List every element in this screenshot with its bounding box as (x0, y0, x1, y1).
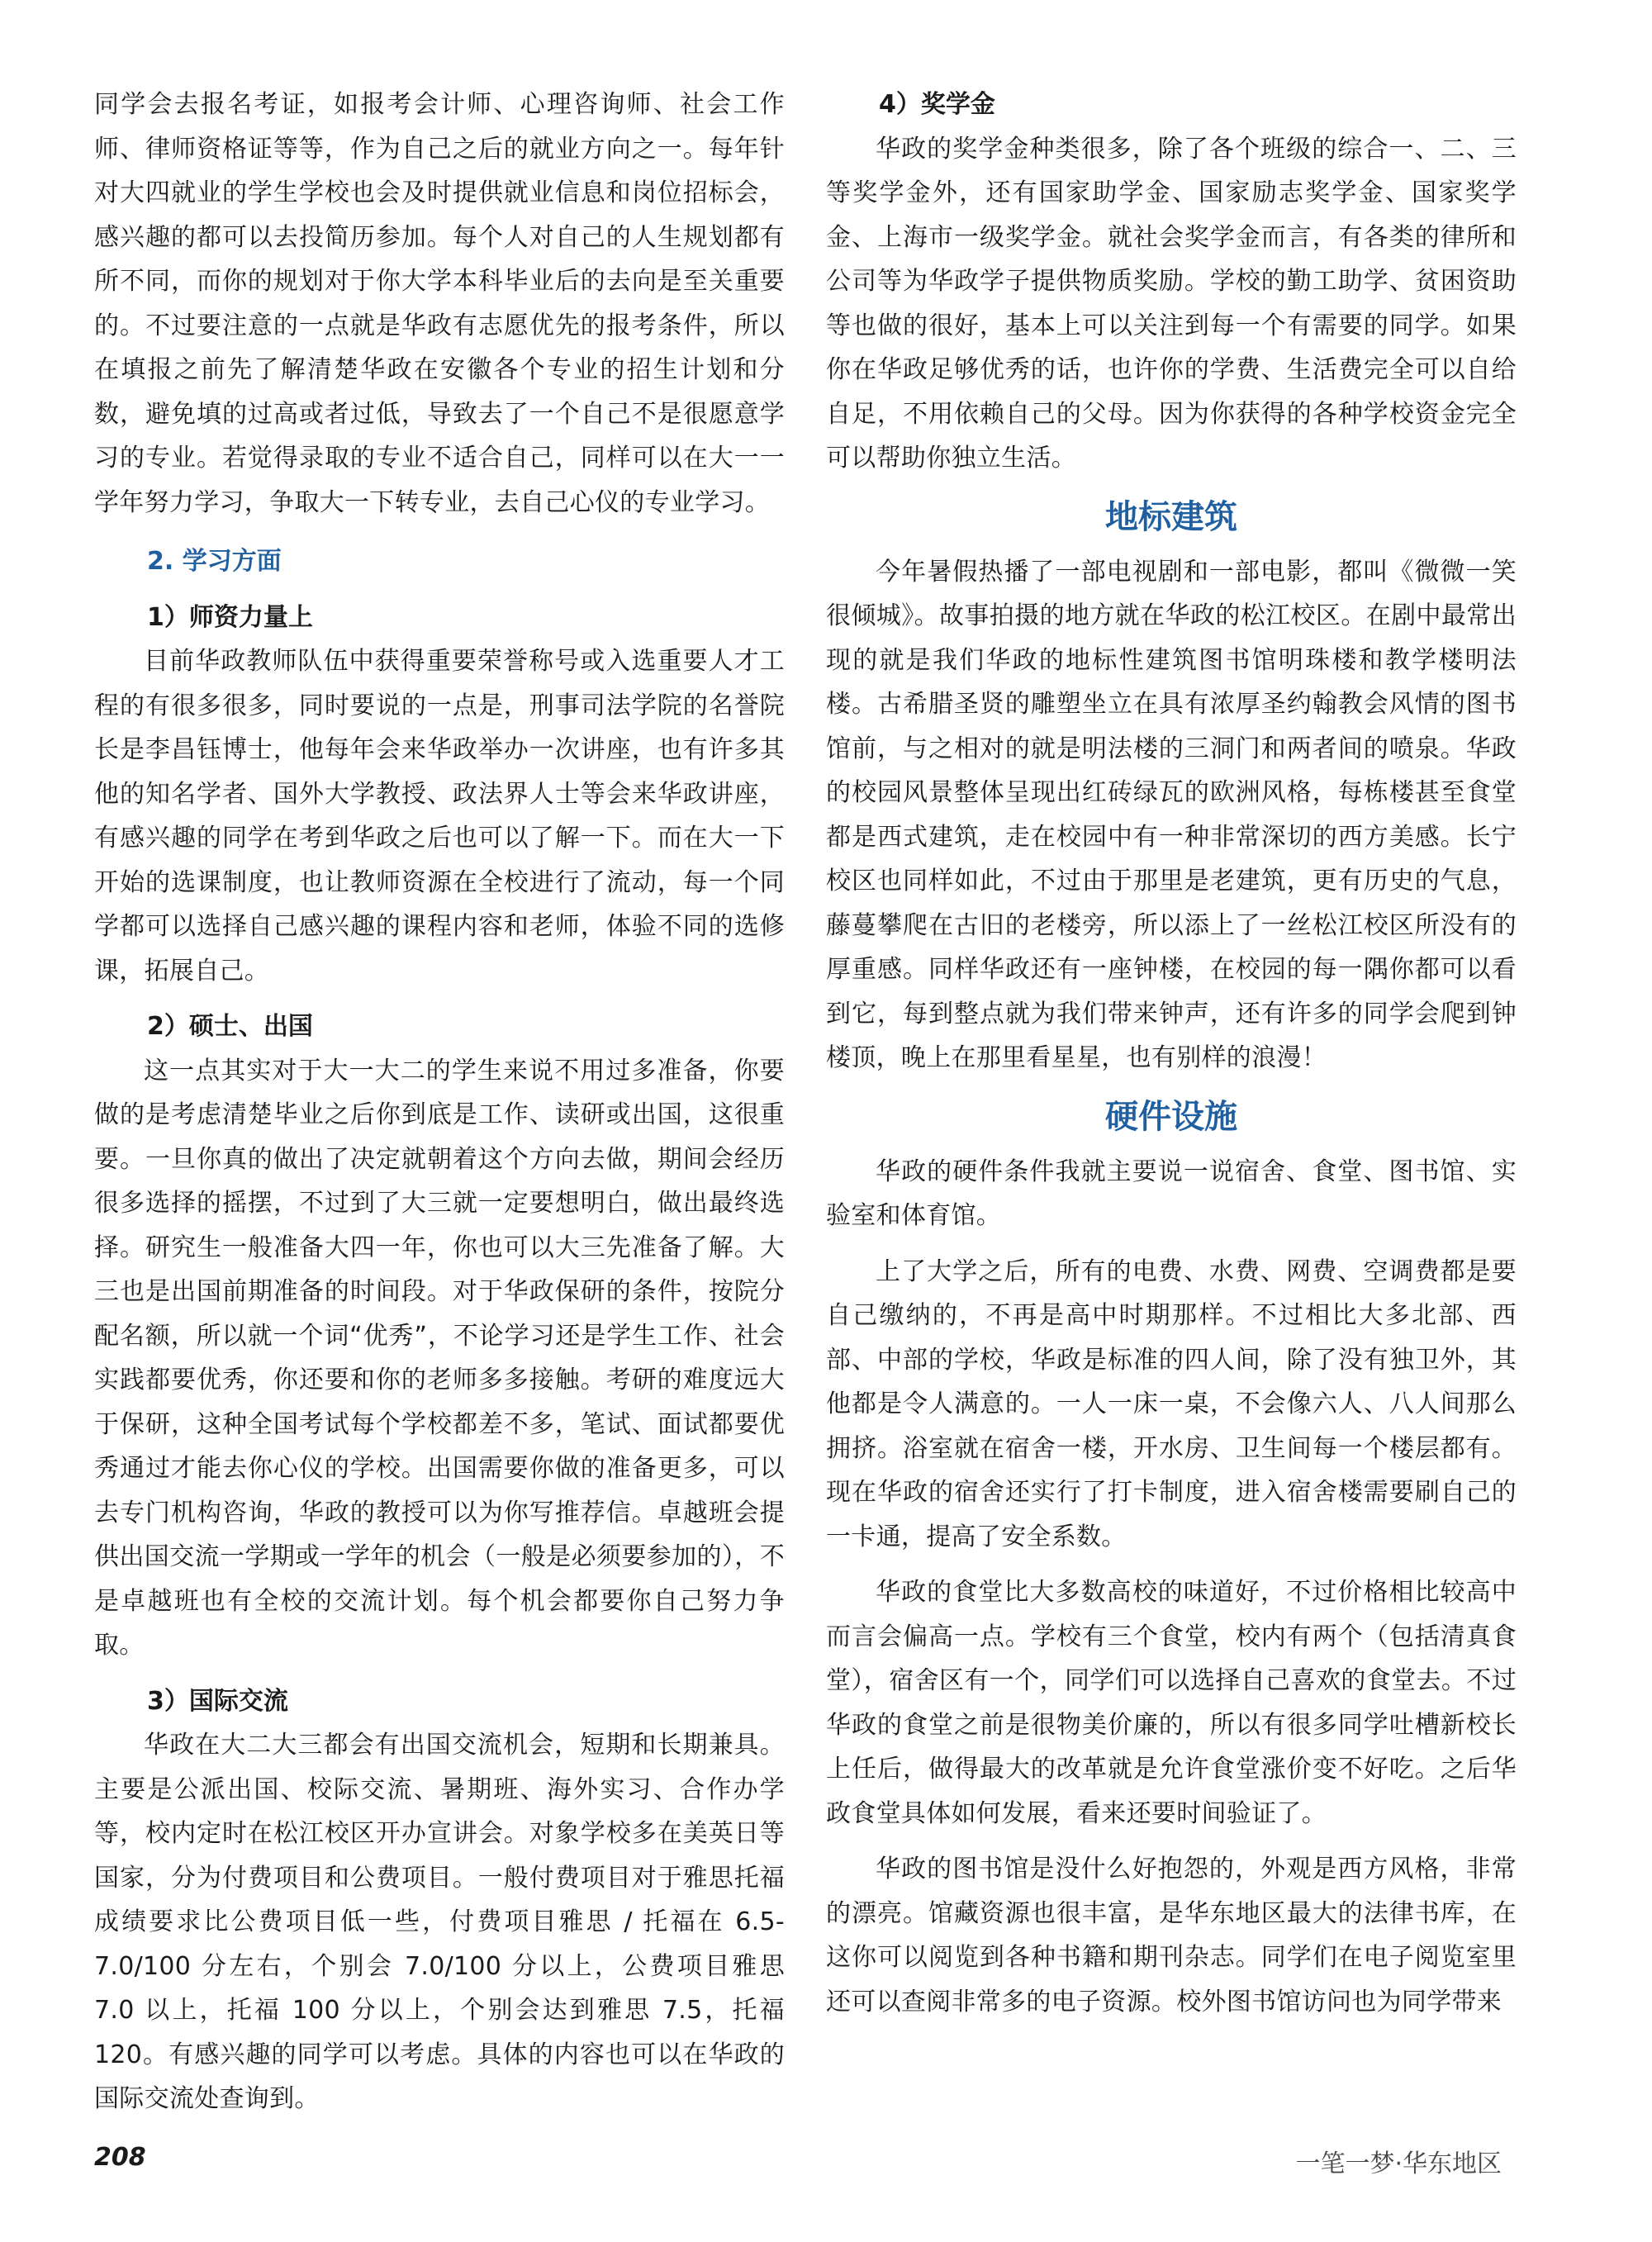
scholarship-paragraph: 华政的奖学金种类很多，除了各个班级的综合一、二、三等奖学金外，还有国家助学金、国家励志奖学金、国家奖学金、上海市一级奖学金。就社会奖学金而言，有各类的律所和公司等为华政学子提供物质奖励。学校的勤工助学、贫困资助等也做的很好，基本上可以关注到每一个有需要的同学。如果你在华政足够优秀的话，也许你的学费、生活费完全可以自给自足，不用依赖自己的父母。因为你获得的各种学校资金完全可以帮助你独立生活。 (826, 134, 1517, 473)
section-title-study: 2. 学习方面 (147, 547, 282, 576)
dormitory-paragraph: 上了大学之后，所有的电费、水费、网费、空调费都是要自己缴纳的，不再是高中时期那样。不过相比大多北部、西部、中部的学校，华政是标准的四人间，除了没有独卫外，其他都是令人满意的。一人一床一桌，不会像六人、八人间那么拥挤。浴室就在宿舍一楼，开水房、卫生间每一个楼层都有。现在华政的宿舍还实行了打卡制度，进入宿舍楼需要刷自己的一卡通，提高了安全系数。 (826, 1256, 1517, 1551)
faculty-paragraph: 目前华政教师队伍中获得重要荣誉称号或入选重要人才工程的有很多很多，同时要说的一点是，刑事司法学院的名誉院长是李昌钰博士，他每年会来华政举办一次讲座，也有许多其他的知名学者、国外大学教授、政法界人士等会来华政讲座，有感兴趣的同学在考到华政之后也可以了解一下。而在大一下开始的选课制度，也让教师资源在全校进行了流动，每一个同学都可以选择自己感兴趣的课程内容和老师，体验不同的选修课，拓展自己。 (94, 647, 785, 986)
landmark-paragraph: 今年暑假热播了一部电视剧和一部电影，都叫《微微一笑很倾城》。故事拍摄的地方就在华政的松江校区。在剧中最常出现的就是我们华政的地标性建筑图书馆明珠楼和教学楼明法楼。古希腊圣贤的雕塑坐立在具有浓厚圣约翰教会风情的图书馆前，与之相对的就是明法楼的三洞门和两者间的喷泉。华政的校园风景整体呈现出红砖绿瓦的欧洲风格，每栋楼甚至食堂都是西式建筑，走在校园中有一种非常深切的西方美感。长宁校区也同样如此，不过由于那里是老建筑，更有历史的气息，藤蔓攀爬在古旧的老楼旁，所以添上了一丝松江校区所没有的厚重感。同样华政还有一座钟楼，在校园的每一隅你都可以看到它，每到整点就为我们带来钟声，还有许多的同学会爬到钟楼顶，晚上在那里看星星，也有别样的浪漫！ (826, 557, 1517, 1072)
canteen-paragraph: 华政的食堂比大多数高校的味道好，不过价格相比较高中而言会偏高一点。学校有三个食堂，校内有两个（包括清真食堂），宿舍区有一个，同学们可以选择自己喜欢的食堂去。不过华政的食堂之前是很物美价廉的，所以有很多同学吐槽新校长上任后，做得最大的改革就是允许食堂涨价变不好吃。之后华政食堂具体如何发展，看来还要时间验证了。 (826, 1578, 1517, 1828)
subheading-international-exchange: 3）国际交流 (147, 1686, 288, 1716)
subheading-scholarship: 4）奖学金 (879, 90, 995, 119)
footer-book-title: 一笔一梦·华东地区 (1295, 2149, 1502, 2178)
subheading-graduate-abroad: 2）硕士、出国 (147, 1012, 313, 1041)
heading-landmark-buildings: 地标建筑 (1105, 497, 1237, 536)
page-number: 208 (94, 2143, 146, 2172)
left-column (94, 83, 785, 2121)
international-exchange-paragraph: 华政在大二大三都会有出国交流机会，短期和长期兼具。主要是公派出国、校际交流、暑期班、海外实习、合作办学等，校内定时在松江校区开办宣讲会。对象学校多在美英日等国家，分为付费项目和公费项目。一般付费项目对于雅思托福成绩要求比公费项目低一些，付费项目雅思 / 托福在 6.5-7.0/100 分左右，个别会 7.0/100 分以上，公费项目雅思 7.0 以上，托福 100 分以上，个别会达到雅思 7.5，托福 120。有感兴趣的同学可以考虑。具体的内容也可以在华政的国际交流处查询到。 (94, 1731, 785, 2113)
subheading-faculty: 1）师资力量上 (147, 602, 313, 632)
graduate-abroad-paragraph: 这一点其实对于大一大二的学生来说不用过多准备，你要做的是考虑清楚毕业之后你到底是工作、读研或出国，这很重要。一旦你真的做出了决定就朝着这个方向去做，期间会经历很多选择的摇摆，不过到了大三就一定要想明白，做出最终选择。研究生一般准备大四一年，你也可以大三先准备了解。大三也是出国前期准备的时间段。对于华政保研的条件，按院分配名额，所以就一个词“优秀”，不论学习还是学生工作、社会实践都要优秀，你还要和你的老师多多接触。考研的难度远大于保研，这种全国考试每个学校都差不多，笔试、面试都要优秀通过才能去你心仪的学校。出国需要你做的准备更多，可以去专门机构咨询，华政的教授可以为你写推荐信。卓越班会提供出国交流一学期或一学年的机会（一般是必须要参加的），不是卓越班也有全校的交流计划。每个机会都要你自己努力争取。 (94, 1056, 785, 1660)
library-paragraph: 华政的图书馆是没什么好抱怨的，外观是西方风格，非常的漂亮。馆藏资源也很丰富，是华东地区最大的法律书库，在这你可以阅览到各种书籍和期刊杂志。同学们在电子阅览室里还可以查阅非常多的电子资源。校外图书馆访问也为同学带来 (826, 1855, 1517, 2016)
hardware-intro-paragraph: 华政的硬件条件我就主要说一说宿舍、食堂、图书馆、实验室和体育馆。 (826, 1157, 1517, 1230)
intro-paragraph: 同学会去报名考证，如报考会计师、心理咨询师、社会工作师、律师资格证等等，作为自己之后的就业方向之一。每年针对大四就业的学生学校也会及时提供就业信息和岗位招标会，感兴趣的都可以去投简历参加。每个人对自己的人生规划都有所不同，而你的规划对于你大学本科毕业后的去向是至关重要的。不过要注意的一点就是华政有志愿优先的报考条件，所以在填报之前先了解清楚华政在安徽各个专业的招生计划和分数，避免填的过高或者过低，导致去了一个自己不是很愿意学习的专业。若觉得录取的专业不适合自己，同样可以在大一一学年努力学习，争取大一下转专业，去自己心仪的专业学习。 (94, 90, 785, 517)
heading-hardware-facilities: 硬件设施 (1105, 1097, 1237, 1136)
right-column (826, 83, 1517, 2024)
